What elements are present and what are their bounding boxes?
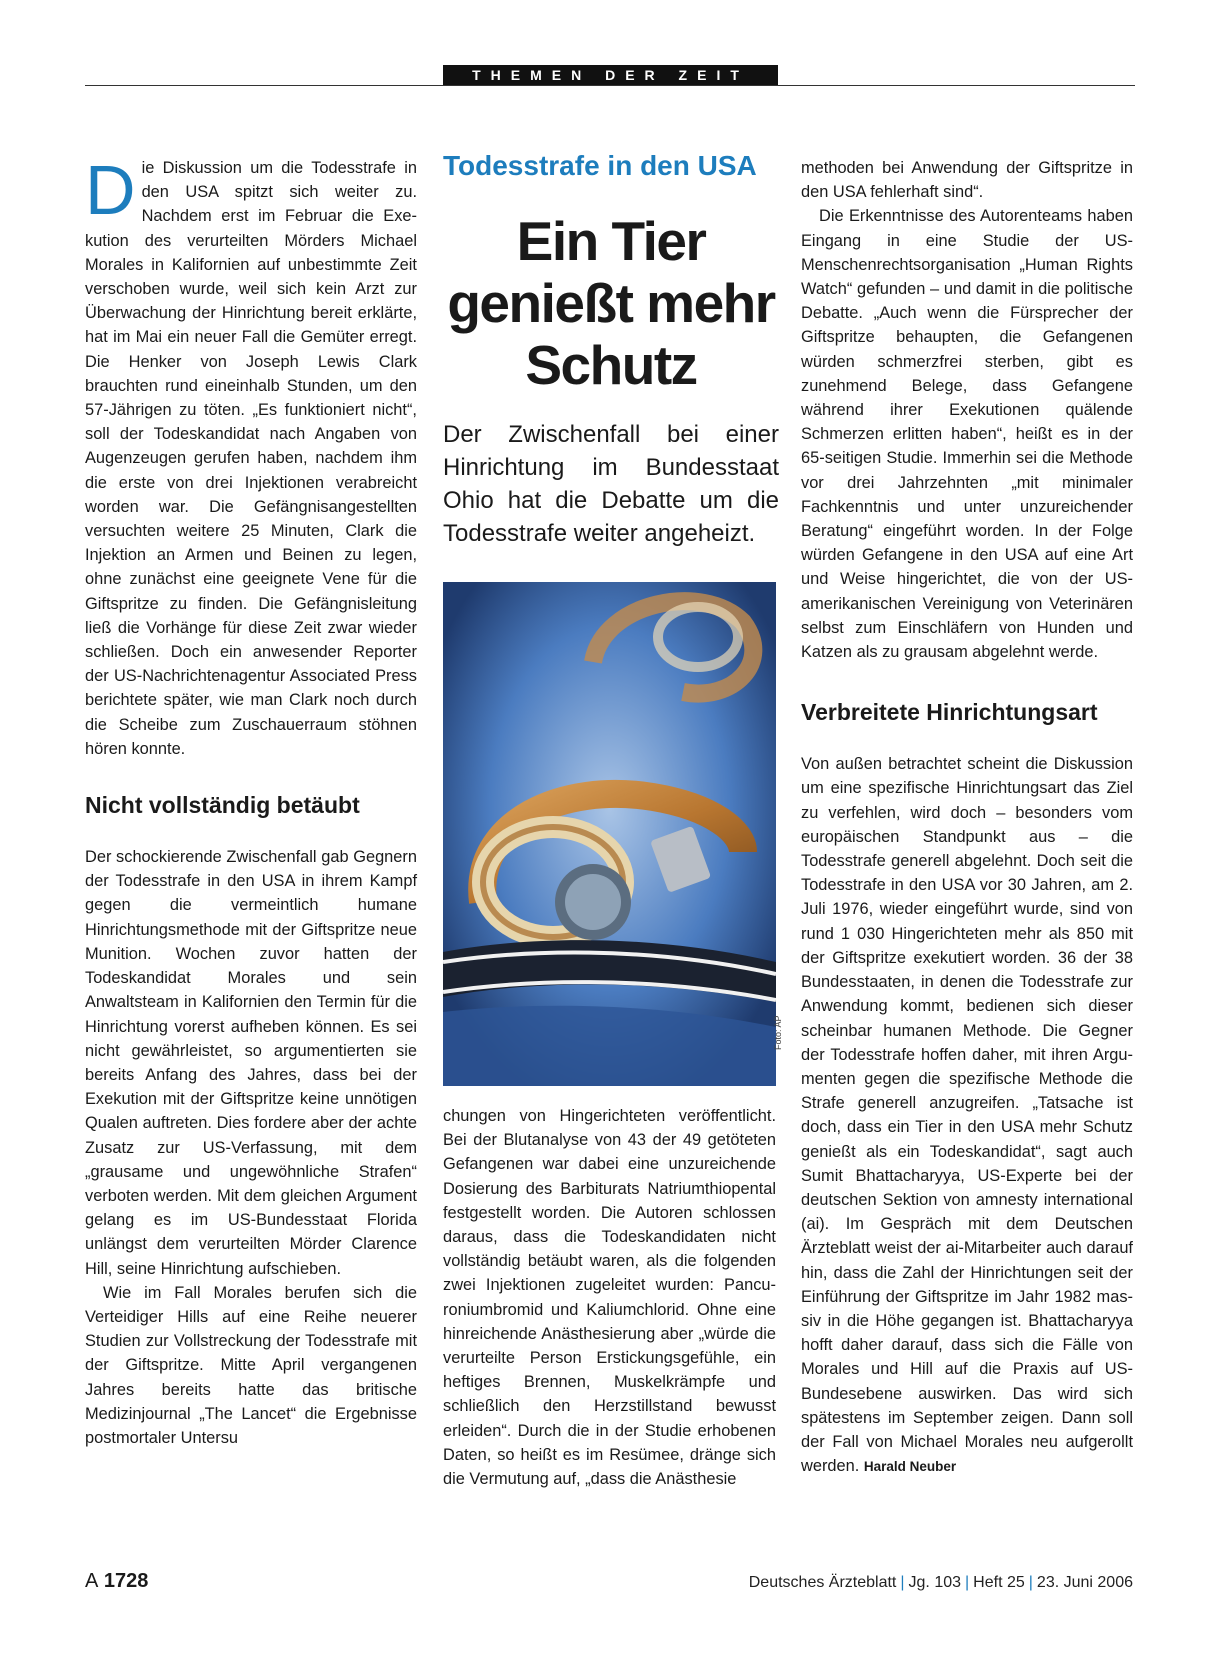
section-header: THEMEN DER ZEIT [443, 65, 778, 86]
left-column [85, 151, 417, 1450]
author-byline: Harald Neuber [863, 1459, 957, 1475]
separator: | [900, 1574, 905, 1591]
separator: | [965, 1574, 970, 1591]
article-lead: Der Zwischenfall bei einer Hinrichtung im Bundesstaat Ohio hat die Debatte um die Todesstrafe weiter angeheizt. [443, 421, 779, 547]
restraint-strap-photo [443, 582, 776, 1086]
subhead-common-method: Verbreitete Hinrichtungsart [801, 699, 1098, 726]
page-prefix: A [85, 1570, 99, 1592]
page-number [85, 1570, 148, 1593]
intro-text: ie Diskussion um die Todesstrafe in den USA spitzt sich weiter zu. Nachdem erst im Februar die Exekution des verurteilten Mörders Michael Morales in Kalifornien auf unbestimmte Zeit verschoben wurde, weil sich kein Arzt zur Überwachung der Hinrichtung bereit erklärte, hat im Mai ein neuer Fall die Gemüter erregt. Die Henker von Joseph Lewis Clark brauchten rund eineinhalb Stunden, um den 57-Jährigen zu töten. „Es funktioniert nicht“, soll der Todeskandidat nach Angaben von Augenzeugen gerufen haben, nachdem ihm die erste von drei Injektionen verabreicht worden war. Die Gefängnisangestellten versuchten weitere 25 Minuten, Clark die Injektion an Armen und Beinen zu legen, ohne zunächst eine geeignete Vene für die Giftspritze zu finden. Die Gefängnisleitung ließ die Vorhänge für diese Zeit zwar wieder schließen. Doch ein anwesender Reporter der US-Nachrichtenagentur Associated Press berichtete später, wie man Clark noch durch die Scheibe zum Zuschauerraum stöhnen hören konnte. [85, 159, 417, 758]
journal-info [749, 1574, 1133, 1592]
journal-volume: Jg. 103 [908, 1574, 962, 1591]
journal-issue: Heft 25 [973, 1574, 1025, 1591]
photo-credit: Foto: AP [773, 1015, 783, 1050]
article-kicker: Todesstrafe in den USA [443, 150, 757, 181]
article-title: Ein Tier genießt mehr Schutz [447, 210, 775, 396]
paragraph: chungen von Hingerichteten veröffentlicht. Bei der Blutanalyse von 43 der 49 getöteten Gefangenen war dabei eine unzureichende Dosierung des Barbiturats Natriumthiopental festgestellt worden. Die Autoren schlossen daraus, dass die Todeskandidaten nicht vollständig betäubt waren, als die folgenden zwei Injektionen zugeleitet wurden: Pancuroniumbromid und Kaliumchlorid. Ohne eine hinreichende Anästhesierung aber „würde die verurteilte Person Erstickungsgefühle, ein heftiges Brennen, Muskelkrämpfe und schließlich den Herzstillstand bewusst erleiden“. Durch die in der Studie erhobenen Daten, so heißt es im Resümee, dränge sich die Vermutung auf, „dass die Anästhesie [443, 1107, 776, 1489]
paragraph: Die Erkenntnisse des Autorenteams haben Eingang in eine Studie der US-Menschenrechtsorganisation „Human Rights Watch“ gefunden – und damit in die politische Debatte. „Auch wenn die Fürsprecher der Giftspritze behaupten, die Gefangenen würden schmerzfrei sterben, gibt es zunehmend Belege, dass Gefangene während ihrer Exekutionen quälende Schmerzen erlitten haben“, heißt es in der 65-seitigen Studie. Immerhin sei die Methode vor drei Jahrzehnten „mit minimaler Fachkenntnis und unter unzureichender Beratung“ eingeführt worden. In der Folge würden Gefangene in den USA auf eine Art und Weise hingerichtet, die von der US-amerikanischen Vereinigung von Veterinären selbst zum Einschläfern von Hunden und Katzen als zu grausam abgelehnt werde. [801, 207, 1133, 662]
separator: | [1028, 1574, 1033, 1591]
closing-paragraph [801, 752, 1133, 1479]
subhead-not-fully-anesthetized: Nicht vollständig betäubt [85, 792, 360, 819]
page-number-value: 1728 [103, 1570, 149, 1592]
journal-name: Deutsches Ärzteblatt [748, 1574, 897, 1591]
paragraph: Der schockierende Zwischenfall gab Gegnern der Todesstrafe in den USA in ihrem Kampf gegen die vermeintlich humane Hinrichtungsmethode mit der Giftspritze neue Munition. Wochen zuvor hatten der Todeskandidat Morales und sein Anwaltsteam in Kalifornien den Termin für die Hinrichtung vorerst aufheben können. Es sei nicht gewährleistet, so argumentierten sie bereits Anfang des Jahres, dass bei der Exekution mit der Giftspritze keine unnötigen Qualen auftreten. Dies fordere aber der achte Zusatz zur US-Verfassung, mit dem „grausame und ungewöhnliche Strafen“ verboten werden. Mit dem gleichen Argument gelang es im US-Bundesstaat Florida unlängst dem verurteilten Mörder Clarence Hill, seine Hinrichtung aufschieben. [85, 848, 417, 1278]
right-column [801, 156, 1133, 1479]
paragraph-text: Von außen betrachtet scheint die Diskussion um eine spezifische Hinrichtungsart das Ziel zu verfehlen, wird doch – besonders vom europäischen Standpunkt aus – die Todesstrafe generell abgelehnt. Doch seit die Todesstrafe in den USA vor 30 Jahren, am 2. Juli 1976, wieder eingeführt wurde, sind von rund 1 030 Hingerichteten mehr als 850 mit der Giftspritze exekutiert worden. 36 der 38 Bundesstaaten, in denen die Todesstrafe zur Anwendung kommt, bedienen sich dieser scheinbar humanen Methode. Die Gegner der Todesstrafe hoffen daher, mit ihren Argumenten gegen die spezifische Methode die Strafe generell anzugreifen. „Tatsache ist doch, dass ein Tier in den USA mehr Schutz genießt als ein Todeskandidat“, sagt auch Sumit Bhattacharyya, US-Experte bei der deutschen Sektion von amnesty international (ai). Im Gespräch mit dem Deutschen Ärzteblatt weist der ai-Mitarbeiter auch darauf hin, dass die Zahl der Hinrichtungen seit der Einführung der Giftspritze im Jahr 1982 massiv in die Höhe gegangen ist. Bhattacharyya hofft daher darauf, dass sich die Fälle von Morales und Hill auf die Praxis auf US-Bundesebene auswirken. Das wird sich spätestens im September zeigen. Dann soll der Fall von Michael Morales neu aufgerollt werden. [801, 755, 1133, 1476]
paragraph: methoden bei Anwendung der Giftspritze in den USA fehlerhaft sind“. [801, 159, 1133, 202]
paragraph: Wie im Fall Morales berufen sich die Verteidiger Hills auf eine Reihe neuerer Studien zur Vollstreckung der Todesstrafe mit der Giftspritze. Mitte April vergangenen Jahres bereits hatte das britische Medizinjournal „The Lancet“ die Ergebnisse postmortaler Untersu [85, 1283, 417, 1447]
middle-column [443, 1104, 776, 1491]
journal-date: 23. Juni 2006 [1036, 1574, 1133, 1591]
drop-cap: D [85, 151, 136, 229]
intro-paragraph [85, 151, 417, 761]
restraint-strap-image [443, 582, 776, 1086]
header-rule [85, 85, 1135, 86]
